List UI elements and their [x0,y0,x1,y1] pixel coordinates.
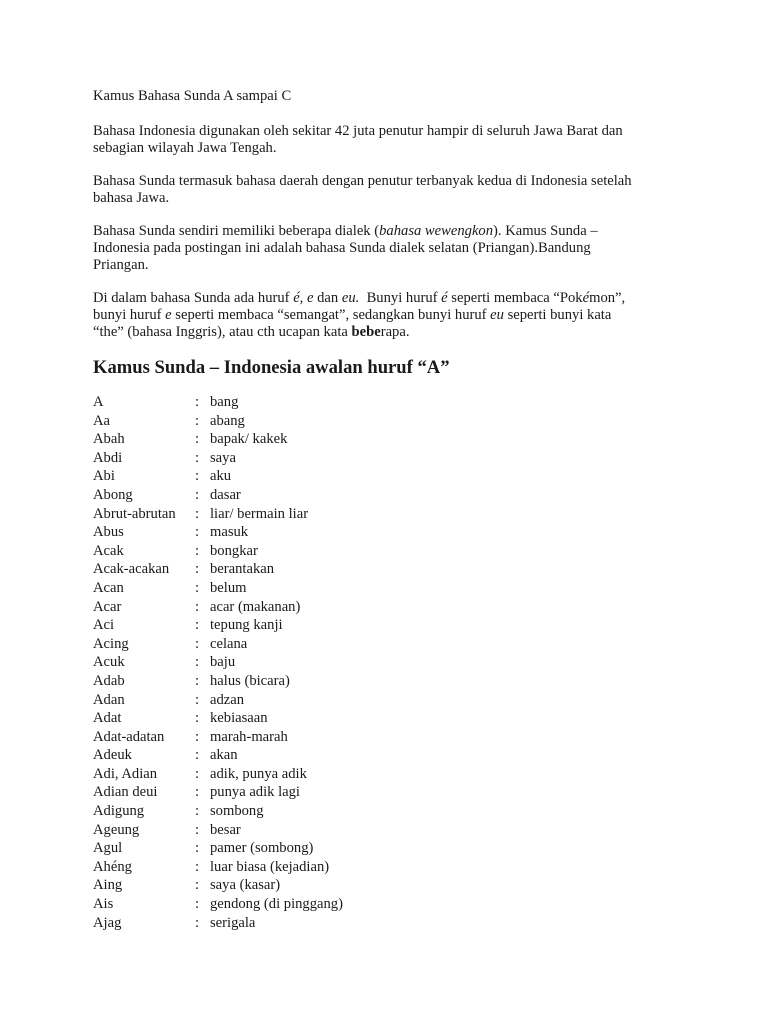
dictionary-entry [93,635,693,654]
text-fragment: Bunyi huruf [359,290,442,306]
entry-separator: : [195,394,200,410]
text-fragment: “the” (bahasa Inggris), atau cth ucapan kata [93,324,352,340]
entry-meaning: kebiasaan [210,710,268,727]
document-title: Kamus Bahasa Sunda A sampai C [93,88,292,104]
text-fragment: Di dalam bahasa Sunda ada huruf [93,290,294,306]
text-fragment-italic: eu. [341,290,360,306]
entry-separator: : [195,412,200,429]
dictionary-entry [93,672,693,691]
dictionary-list [93,393,693,932]
entry-separator: : [195,803,200,820]
paragraph-intro [93,123,693,157]
entry-word: Adan [93,691,125,708]
entry-meaning: bongkar [210,542,258,559]
dictionary-entry [93,765,693,784]
entry-separator: : [195,877,200,894]
entry-separator: : [195,524,200,541]
dictionary-entry [93,821,693,840]
dictionary-entry [93,691,693,710]
entry-meaning: saya (kasar) [210,877,281,894]
entry-word: Abus [93,524,124,541]
entry-meaning: bapak/ kakek [210,431,288,448]
dictionary-entry [93,895,693,914]
entry-meaning: liar/ bermain liar [210,505,309,522]
dictionary-entry [93,467,693,486]
entry-separator: : [195,840,200,857]
entry-word: Adigung [93,803,145,820]
text-fragment: seperti membaca “semangat”, sedangkan bunyi huruf [171,307,491,323]
text-fragment-italic: bahasa wewengkon [379,223,494,239]
entry-meaning: sombong [210,803,264,820]
entry-separator: : [195,486,200,503]
text-fragment: ). Kamus Sunda – [493,223,598,239]
entry-word: Acak [93,542,124,559]
entry-word: Acan [93,579,124,596]
document-body [93,88,693,379]
entry-word: A [93,394,104,410]
entry-word: Ais [93,896,114,913]
dictionary-entry [93,505,693,524]
paragraph-dialect [93,223,693,274]
text-fragment-italic: é [441,290,448,306]
dictionary-entry [93,598,693,617]
dictionary-entry [93,728,693,747]
entry-word: Abah [93,431,125,448]
entry-word: Agul [93,840,123,857]
entry-word: Adab [93,672,125,689]
entry-separator: : [195,579,200,596]
entry-separator: : [195,542,200,559]
entry-meaning: masuk [210,524,249,541]
text-fragment: bunyi huruf [93,307,166,323]
text-fragment-italic: e [165,307,172,323]
entry-separator: : [195,821,200,838]
entry-meaning: belum [210,579,247,596]
text-line: Bahasa Sunda termasuk bahasa daerah dengan penutur terbanyak kedua di Indonesia setelah [93,173,632,189]
entry-word: Adat-adatan [93,728,165,745]
entry-separator: : [195,598,200,615]
dictionary-entry [93,858,693,877]
entry-separator: : [195,784,200,801]
entry-word: Abi [93,468,115,485]
entry-separator: : [195,617,200,634]
entry-word: Ajag [93,914,122,931]
text-fragment: mon”, [589,290,626,306]
text-fragment-bold: bebe [351,324,381,340]
entry-meaning: luar biasa (kejadian) [210,858,330,875]
dictionary-entry [93,523,693,542]
entry-separator: : [195,635,200,652]
entry-meaning: berantakan [210,561,275,578]
dictionary-entry [93,560,693,579]
dictionary-entry [93,709,693,728]
entry-word: Adat [93,710,122,727]
text-fragment: seperti bunyi kata [503,307,612,323]
entry-separator: : [195,505,200,522]
entry-word: Adeuk [93,747,132,764]
text-fragment: rapa. [380,324,410,340]
entry-meaning: baju [210,654,236,671]
entry-separator: : [195,710,200,727]
dictionary-entry [93,839,693,858]
entry-meaning: besar [210,821,241,838]
entry-word: Ageung [93,821,140,838]
entry-separator: : [195,728,200,745]
entry-meaning: tepung kanji [210,617,283,634]
paragraph-ranking [93,173,693,207]
dictionary-entry [93,746,693,765]
entry-meaning: adzan [210,691,245,708]
dictionary-entry [93,802,693,821]
entry-meaning: serigala [210,914,256,931]
entry-separator: : [195,654,200,671]
dictionary-entry [93,653,693,672]
entry-word: Acak-acakan [93,561,170,578]
entry-meaning: adik, punya adik [210,765,307,782]
entry-meaning: halus (bicara) [210,672,290,689]
text-fragment: Bahasa Sunda sendiri memiliki beberapa dialek ( [93,223,380,239]
entry-word: Aing [93,877,123,894]
dictionary-entry [93,412,693,431]
entry-word: Abrut-abrutan [93,505,176,522]
section-heading: Kamus Sunda – Indonesia awalan huruf “A” [93,357,450,378]
entry-meaning: saya [210,449,236,466]
text-fragment-italic: eu [490,307,504,323]
text-fragment-italic: é [582,290,590,306]
entry-meaning: akan [210,747,238,764]
paragraph-pronunciation [93,290,693,341]
text-line: bahasa Jawa. [93,190,170,206]
entry-separator: : [195,561,200,578]
entry-word: Abdi [93,449,123,466]
entry-word: Adian deui [93,784,158,801]
entry-separator: : [195,747,200,764]
entry-separator: : [195,858,200,875]
entry-meaning: acar (makanan) [210,598,301,615]
entry-meaning: gendong (di pinggang) [210,896,343,913]
entry-meaning: dasar [210,486,241,503]
entry-meaning: aku [210,468,232,485]
dictionary-entry [93,579,693,598]
text-fragment: dan [313,290,342,306]
entry-meaning: celana [210,635,248,652]
dictionary-entry [93,486,693,505]
entry-separator: : [195,431,200,448]
dictionary-entry [93,914,693,933]
entry-word: Acar [93,598,122,615]
dictionary-entry [93,393,693,412]
text-line: sebagian wilayah Jawa Tengah. [93,140,277,156]
entry-word: Acing [93,635,129,652]
entry-separator: : [195,896,200,913]
dictionary-entry [93,783,693,802]
entry-word: Acuk [93,654,125,671]
dictionary-entry [93,876,693,895]
dictionary-entry [93,430,693,449]
text-fragment-italic: é, e [293,290,314,306]
entry-separator: : [195,449,200,466]
entry-meaning: bang [210,394,239,410]
entry-separator: : [195,765,200,782]
text-line: Priangan. [93,257,149,273]
entry-separator: : [195,914,200,931]
dictionary-entry [93,542,693,561]
dictionary-entry [93,616,693,635]
entry-word: Ahéng [93,858,132,875]
dictionary-entry [93,449,693,468]
entry-meaning: abang [210,412,245,429]
text-fragment: seperti membaca “Pok [447,290,583,306]
entry-word: Adi, Adian [93,765,158,782]
entry-meaning: punya adik lagi [210,784,300,801]
entry-separator: : [195,468,200,485]
text-line: Indonesia pada postingan ini adalah bahasa Sunda dialek selatan (Priangan).Bandung [93,240,591,256]
text-line: Bahasa Indonesia digunakan oleh sekitar 42 juta penutur hampir di seluruh Jawa Barat dan [93,123,623,139]
entry-word: Aa [93,412,111,429]
entry-word: Abong [93,486,133,503]
entry-separator: : [195,691,200,708]
entry-meaning: marah-marah [210,728,288,745]
entry-word: Aci [93,617,115,634]
entry-meaning: pamer (sombong) [210,840,314,857]
entry-separator: : [195,672,200,689]
